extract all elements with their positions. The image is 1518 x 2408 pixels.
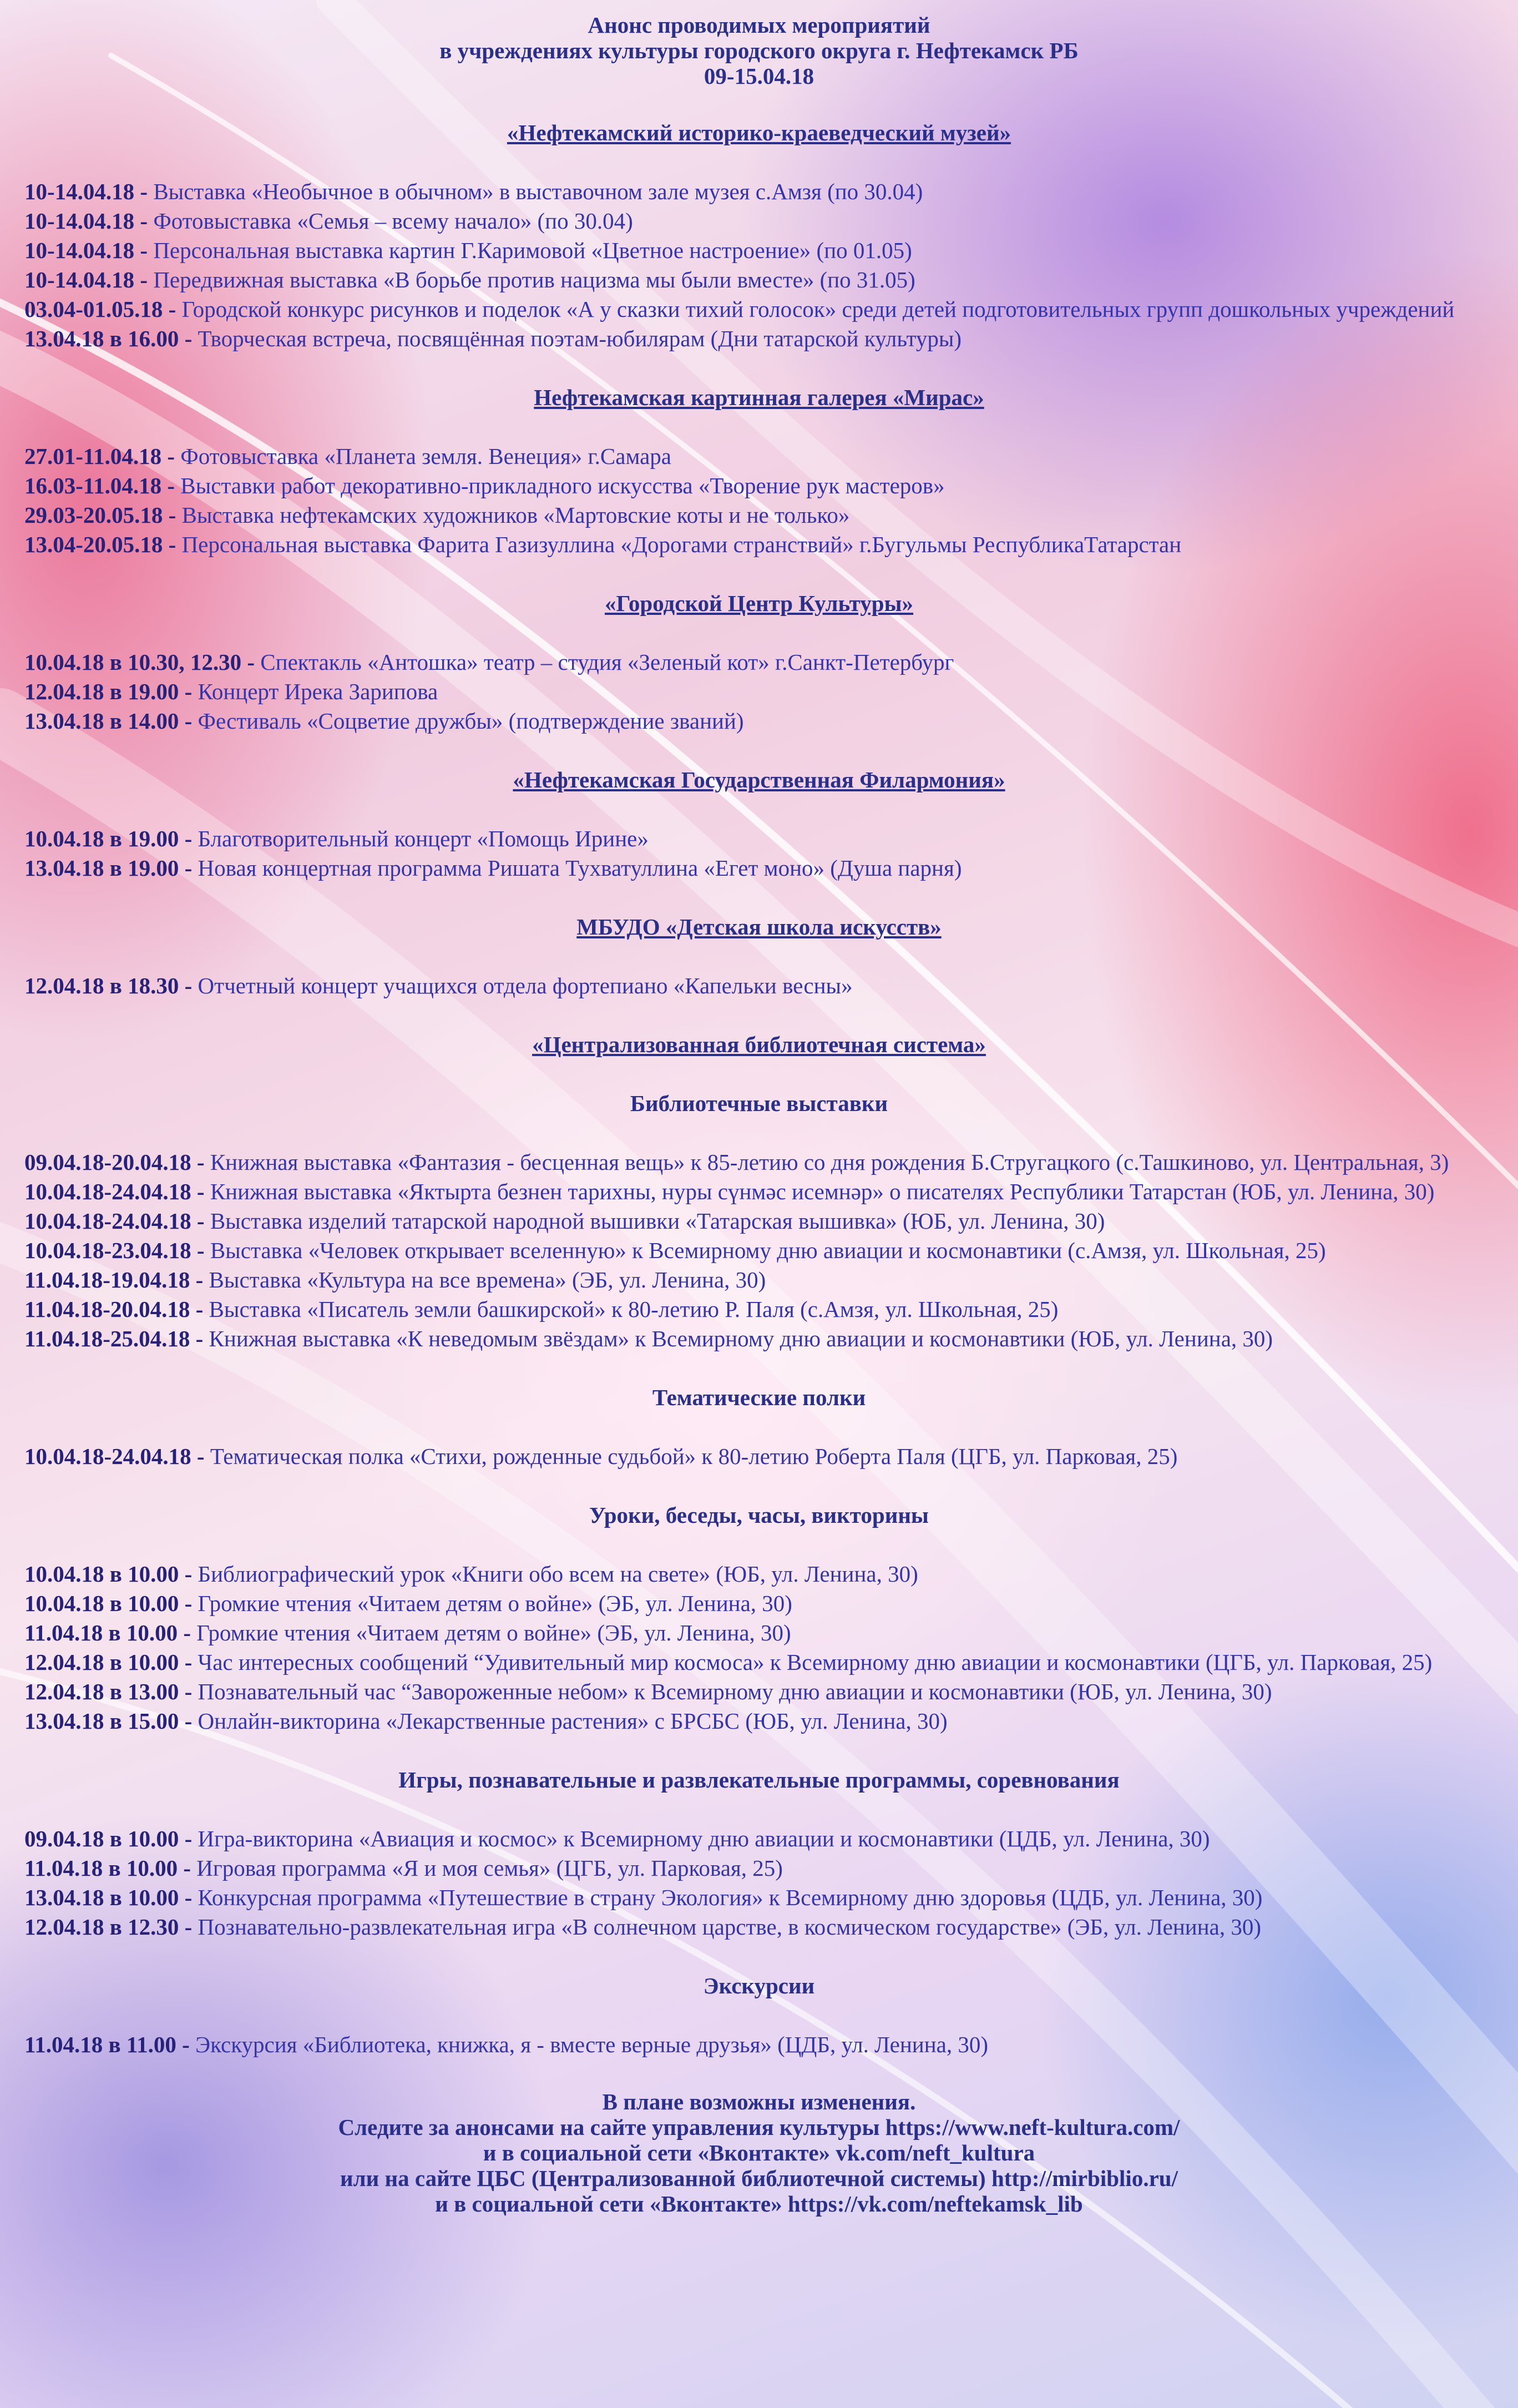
section-title-library: «Централизованная библиотечная система» xyxy=(532,1032,986,1057)
list-item: 13.04.18 в 19.00 - Новая концертная программа Ришата Тухватуллина «Егет моно» (Душа парня) xyxy=(24,855,962,881)
section-title-museum: «Нефтекамский историко-краеведческий музей» xyxy=(507,120,1011,145)
list-item: 11.04.18 в 10.00 - Игровая программа «Я и моя семья» (ЦГБ, ул. Парковая, 25) xyxy=(24,1855,783,1881)
list-item: 09.04.18-20.04.18 - Книжная выставка «Фантазия - бесценная вещь» к 85-летию со дня рождения Б.Стругацкого (с.Ташкиново, ул. Центральная, 3) xyxy=(24,1149,1449,1175)
list-item: 13.04.18 в 14.00 - Фестиваль «Соцветие дружбы» (подтверждение званий) xyxy=(24,708,744,734)
list-item: 12.04.18 в 18.30 - Отчетный концерт учащихся отдела фортепиано «Капельки весны» xyxy=(24,973,853,998)
list-item: 12.04.18 в 12.30 - Познавательно-развлекательная игра «В солнечном царстве, в космическом государстве» (ЭБ, ул. Ленина, 30) xyxy=(24,1914,1262,1940)
list-item: 11.04.18 в 11.00 - Экскурсия «Библиотека, книжка, я - вместе верные друзья» (ЦДБ, ул. Ленина, 30) xyxy=(24,2032,989,2057)
list-item: 10.04.18 в 10.30, 12.30 - Спектакль «Антошка» театр – студия «Зеленый кот» г.Санкт-Петербург xyxy=(24,649,954,675)
list-item: 10-14.04.18 - Фотовыставка «Семья – всему начало» (по 30.04) xyxy=(24,208,633,234)
list-item: 11.04.18 в 10.00 - Громкие чтения «Читаем детям о войне» (ЭБ, ул. Ленина, 30) xyxy=(24,1620,791,1645)
list-item: 03.04-01.05.18 - Городской конкурс рисунков и поделок «А у сказки тихий голосок» среди детей подготовительных групп дошкольных учреждений xyxy=(24,296,1455,322)
section-title-culture-center: «Городской Центр Культуры» xyxy=(604,590,914,616)
subsection-title-games: Игры, познавательные и развлекательные программы, соревнования xyxy=(398,1767,1120,1793)
list-item: 10.04.18 в 10.00 - Громкие чтения «Читаем детям о войне» (ЭБ, ул. Ленина, 30) xyxy=(24,1591,792,1616)
subsection-title-shelves: Тематические полки xyxy=(652,1385,866,1410)
list-item: 10.04.18 в 19.00 - Благотворительный концерт «Помощь Ирине» xyxy=(24,826,649,851)
list-item: 10.04.18-24.04.18 - Книжная выставка «Яктырта безнен тарихны, нуры сүнмәс исемнәр» о писателях Республики Татарстан (ЮБ, ул. Ленина, 30) xyxy=(24,1179,1435,1204)
list-item: 29.03-20.05.18 - Выставка нефтекамских художников «Мартовские коты и не только» xyxy=(24,502,850,528)
footer-notice: В плане возможны изменения. Следите за анонсами на сайте управления культуры https://www.neft-kultura.com/ и в социальной сети «Вконтакте» vk.com/neft_kultura или на сайте ЦБС (Централизованной библиотечной системы) http://mirbiblio.ru/ и в социальной сети «Вконтакте» https://vk.com/neftekamsk_lib xyxy=(338,2089,1180,2217)
header-title: Анонс проводимых мероприятий в учреждениях культуры городского округа г. Нефтекамск РБ 09-15.04.18 xyxy=(439,12,1079,89)
list-item: 10.04.18-24.04.18 - Выставка изделий татарской народной вышивки «Татарская вышивка» (ЮБ, ул. Ленина, 30) xyxy=(24,1208,1105,1234)
list-item: 13.04.18 в 15.00 - Онлайн-викторина «Лекарственные растения» с БРСБС (ЮБ, ул. Ленина, 30) xyxy=(24,1708,948,1734)
list-item: 11.04.18-19.04.18 - Выставка «Культура на все времена» (ЭБ, ул. Ленина, 30) xyxy=(24,1267,766,1293)
subsection-title-lessons: Уроки, беседы, часы, викторины xyxy=(589,1502,929,1528)
list-item: 12.04.18 в 19.00 - Концерт Ирека Зарипова xyxy=(24,679,438,704)
section-title-philharmonic: «Нефтекамская Государственная Филармония» xyxy=(513,767,1005,792)
list-item: 09.04.18 в 10.00 - Игра-викторина «Авиация и космос» к Всемирному дню авиации и космонавтики (ЦДБ, ул. Ленина, 30) xyxy=(24,1826,1210,1851)
section-title-art-school: МБУДО «Детская школа искусств» xyxy=(576,914,942,940)
list-item: 11.04.18-25.04.18 - Книжная выставка «К неведомым звёздам» к Всемирному дню авиации и космонавтики (ЮБ, ул. Ленина, 30) xyxy=(24,1326,1273,1351)
list-item: 11.04.18-20.04.18 - Выставка «Писатель земли башкирской» к 80-летию Р. Паля (с.Амзя, ул. Школьная, 25) xyxy=(24,1296,1059,1322)
subsection-title-excursions: Экскурсии xyxy=(703,1973,815,1998)
list-item: 10.04.18-24.04.18 - Тематическая полка «Стихи, рожденные судьбой» к 80-летию Роберта Паля (ЦГБ, ул. Парковая, 25) xyxy=(24,1443,1178,1469)
list-item: 12.04.18 в 10.00 - Час интересных сообщений “Удивительный мир космоса» к Всемирному дню авиации и космонавтики (ЦГБ, ул. Парковая, 25) xyxy=(24,1649,1433,1675)
list-item: 16.03-11.04.18 - Выставки работ декоративно-прикладного искусства «Творение рук мастеров» xyxy=(24,473,945,498)
list-item: 13.04.18 в 16.00 - Творческая встреча, посвящённая поэтам-юбилярам (Дни татарской культуры) xyxy=(24,326,962,351)
list-item: 10-14.04.18 - Передвижная выставка «В борьбе против нацизма мы были вместе» (по 31.05) xyxy=(24,267,915,292)
list-item: 10-14.04.18 - Выставка «Необычное в обычном» в выставочном зале музея с.Амзя (по 30.04) xyxy=(24,179,923,204)
list-item: 12.04.18 в 13.00 - Познавательный час “Завороженные небом» к Всемирному дню авиации и космонавтики (ЮБ, ул. Ленина, 30) xyxy=(24,1679,1272,1704)
section-title-gallery: Нефтекамская картинная галерея «Мирас» xyxy=(534,385,984,410)
list-item: 10-14.04.18 - Персональная выставка картин Г.Каримовой «Цветное настроение» (по 01.05) xyxy=(24,238,912,263)
list-item: 10.04.18-23.04.18 - Выставка «Человек открывает вселенную» к Всемирному дню авиации и космонавтики (с.Амзя, ул. Школьная, 25) xyxy=(24,1238,1326,1263)
list-item: 13.04-20.05.18 - Персональная выставка Фарита Газизуллина «Дорогами странствий» г.Бугульмы РеспубликаТатарстан xyxy=(24,532,1182,557)
list-item: 10.04.18 в 10.00 - Библиографический урок «Книги обо всем на свете» (ЮБ, ул. Ленина, 30) xyxy=(24,1561,918,1587)
list-item: 27.01-11.04.18 - Фотовыставка «Планета земля. Венеция» г.Самара xyxy=(24,443,671,469)
subsection-title-exhibitions: Библиотечные выставки xyxy=(630,1091,888,1116)
list-item: 13.04.18 в 10.00 - Конкурсная программа «Путешествие в страну Экология» к Всемирному дню здоровья (ЦДБ, ул. Ленина, 30) xyxy=(24,1885,1263,1910)
